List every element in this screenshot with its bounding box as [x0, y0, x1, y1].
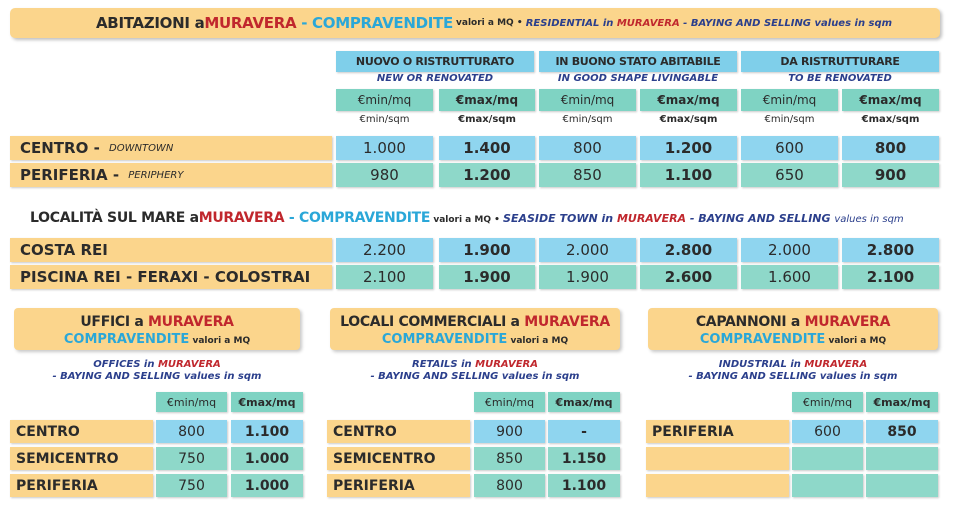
value-min: 750: [156, 474, 227, 497]
retail-description-line1: [330, 359, 620, 371]
industrial-title-line1: [648, 313, 938, 330]
residential-title-town: MURAVERA: [204, 14, 297, 32]
column-group-subheader: TO BE RENOVATED: [788, 73, 892, 84]
value-max: 1.100: [231, 420, 303, 443]
row-label: CENTRO: [327, 420, 470, 443]
unit-max-header: €max/mq: [640, 89, 737, 111]
value-max: 1.900: [439, 265, 535, 289]
unit-max-sqm: €max/sqm: [659, 114, 718, 125]
retail-desc-town: MURAVERA: [475, 359, 538, 370]
value-min: 900: [474, 420, 545, 443]
value-min: [792, 447, 863, 470]
residential-title-compravendite: COMPRAVENDITE: [312, 14, 453, 32]
offices-title-line1: [14, 313, 300, 330]
value-max: [866, 447, 938, 470]
retail-title-a: LOCALI COMMERCIALI a: [340, 314, 525, 330]
value-max: 2.800: [640, 238, 737, 262]
offices-title-compravendite: COMPRAVENDITE: [63, 332, 190, 347]
row-label: SEMICENTRO: [10, 447, 153, 470]
industrial-description: [648, 359, 938, 385]
row-label-text: COSTA REI: [20, 241, 108, 259]
column-group-header: DA RISTRUTTURARE: [741, 51, 939, 72]
seaside-title-a: LOCALITÀ SUL MARE a: [30, 210, 199, 226]
seaside-title-en: SEASIDE TOWN in: [503, 212, 617, 225]
row-label: [646, 447, 789, 470]
row-label-sub: PERIPHERY: [128, 169, 184, 181]
row-label-text: PERIFERIA -: [20, 166, 125, 184]
value-max: 1.200: [640, 136, 737, 160]
row-label: [10, 265, 332, 289]
retail-title-line2: [330, 330, 620, 349]
unit-min-sqm: €min/sqm: [562, 114, 613, 125]
value-max: -: [548, 420, 620, 443]
row-label: PERIFERIA: [646, 420, 789, 443]
offices-title-banner: [14, 308, 300, 350]
offices-title-a: UFFICI a: [80, 314, 149, 330]
residential-title-en-tail: - BAYING AND SELLING values in sqm: [679, 17, 893, 29]
value-min: 2.000: [539, 238, 636, 262]
offices-description: [14, 359, 300, 385]
value-min: 850: [539, 163, 636, 187]
value-max: 850: [866, 420, 938, 443]
value-max: 1.150: [548, 447, 620, 470]
value-max: 1.400: [439, 136, 535, 160]
residential-title-banner: [10, 8, 940, 38]
seaside-title-en-town: MURAVERA: [616, 212, 687, 225]
row-label: PERIFERIA: [10, 474, 153, 497]
value-max: 1.200: [439, 163, 535, 187]
value-min: 1.600: [741, 265, 838, 289]
residential-title-dash: -: [296, 14, 313, 32]
offices-title-unit: valori a MQ: [189, 336, 251, 346]
industrial-title-a: CAPANNONI a: [695, 314, 805, 330]
column-group-subheader: IN GOOD SHAPE LIVINGABLE: [557, 73, 719, 84]
value-min: 1.900: [539, 265, 636, 289]
retail-title-line1: [330, 313, 620, 330]
seaside-title: [30, 210, 904, 226]
offices-desc-c: - BAYING AND SELLING values in sqm: [52, 371, 262, 382]
unit-max-header: €max/mq: [842, 89, 939, 111]
industrial-title-banner: [648, 308, 938, 350]
column-group-subheader: NEW OR RENOVATED: [376, 73, 494, 84]
value-max: 2.600: [640, 265, 737, 289]
unit-max-sqm: €max/sqm: [861, 114, 920, 125]
unit-max-header: €max/mq: [866, 392, 938, 412]
row-label-text: CENTRO -: [20, 139, 106, 157]
industrial-description-line1: [648, 359, 938, 371]
column-group-header: IN BUONO STATO ABITABILE: [539, 51, 737, 72]
value-max: 2.100: [842, 265, 939, 289]
value-min: 1.000: [336, 136, 433, 160]
industrial-desc-a: INDUSTRIAL in: [718, 359, 805, 370]
row-label-text: PISCINA REI - FERAXI - COLOSTRAI: [20, 268, 311, 286]
value-max: 1.000: [231, 447, 303, 470]
industrial-title-compravendite: COMPRAVENDITE: [699, 332, 826, 347]
value-min: [792, 474, 863, 497]
residential-title-en: RESIDENTIAL in: [525, 17, 617, 29]
column-group-header: NUOVO O RISTRUTTURATO: [336, 51, 534, 72]
unit-max-header: €max/mq: [231, 392, 303, 412]
unit-min-sqm: €min/sqm: [764, 114, 815, 125]
offices-desc-a: OFFICES in: [93, 359, 158, 370]
value-min: 750: [156, 447, 227, 470]
offices-title-town: MURAVERA: [148, 314, 234, 330]
seaside-title-town: MURAVERA: [198, 210, 285, 226]
value-min: 600: [792, 420, 863, 443]
value-min: 2.000: [741, 238, 838, 262]
retail-title-unit: valori a MQ: [507, 336, 569, 346]
retail-description: [330, 359, 620, 385]
industrial-title-unit: valori a MQ: [825, 336, 887, 346]
unit-min-header: €min/mq: [474, 392, 545, 412]
row-label: SEMICENTRO: [327, 447, 470, 470]
unit-min-header: €min/mq: [792, 392, 863, 412]
seaside-title-compravendite: COMPRAVENDITE: [298, 210, 431, 226]
unit-min-header: €min/mq: [156, 392, 227, 412]
retail-desc-a: RETAILS in: [412, 359, 476, 370]
seaside-title-unit: valori a MQ •: [430, 215, 504, 225]
value-max: 1.100: [640, 163, 737, 187]
value-max: 2.800: [842, 238, 939, 262]
retail-desc-c: - BAYING AND SELLING values in sqm: [370, 371, 580, 382]
row-label: [10, 136, 332, 160]
value-min: 2.100: [336, 265, 433, 289]
row-label-sub: DOWNTOWN: [109, 142, 174, 154]
value-max: 900: [842, 163, 939, 187]
retail-title-town: MURAVERA: [524, 314, 610, 330]
value-max: 1.100: [548, 474, 620, 497]
residential-title-en-town: MURAVERA: [616, 17, 680, 29]
unit-min-header: €min/mq: [336, 89, 433, 111]
value-min: 2.200: [336, 238, 433, 262]
row-label: [10, 238, 332, 262]
value-min: 800: [156, 420, 227, 443]
value-min: 800: [539, 136, 636, 160]
row-label: PERIFERIA: [327, 474, 470, 497]
seaside-title-en-unit: values in sqm: [834, 214, 904, 225]
retail-title-compravendite: COMPRAVENDITE: [381, 332, 508, 347]
value-max: 1.000: [231, 474, 303, 497]
unit-min-header: €min/mq: [539, 89, 636, 111]
unit-min-sqm: €min/sqm: [359, 114, 410, 125]
unit-max-header: €max/mq: [548, 392, 620, 412]
value-max: [866, 474, 938, 497]
value-min: 650: [741, 163, 838, 187]
retail-title-banner: [330, 308, 620, 350]
industrial-title-town: MURAVERA: [804, 314, 891, 330]
value-min: 850: [474, 447, 545, 470]
residential-title-unit: valori a MQ •: [452, 18, 526, 28]
row-label: [646, 474, 789, 497]
industrial-desc-c: - BAYING AND SELLING values in sqm: [688, 371, 898, 382]
unit-max-sqm: €max/sqm: [458, 114, 516, 125]
industrial-desc-town: MURAVERA: [804, 359, 868, 370]
value-min: 600: [741, 136, 838, 160]
seaside-title-en-tail: - BAYING AND SELLING: [686, 212, 835, 225]
value-min: 800: [474, 474, 545, 497]
row-label: CENTRO: [10, 420, 153, 443]
row-label: [10, 163, 332, 187]
value-min: 980: [336, 163, 433, 187]
value-max: 1.900: [439, 238, 535, 262]
unit-min-header: €min/mq: [741, 89, 838, 111]
offices-description-line1: [14, 359, 300, 371]
industrial-title-line2: [648, 330, 938, 349]
offices-desc-town: MURAVERA: [157, 359, 221, 370]
seaside-title-dash: -: [284, 210, 299, 226]
offices-title-line2: [14, 330, 300, 349]
unit-max-header: €max/mq: [439, 89, 535, 111]
value-max: 800: [842, 136, 939, 160]
residential-title-a: ABITAZIONI a: [96, 14, 205, 32]
